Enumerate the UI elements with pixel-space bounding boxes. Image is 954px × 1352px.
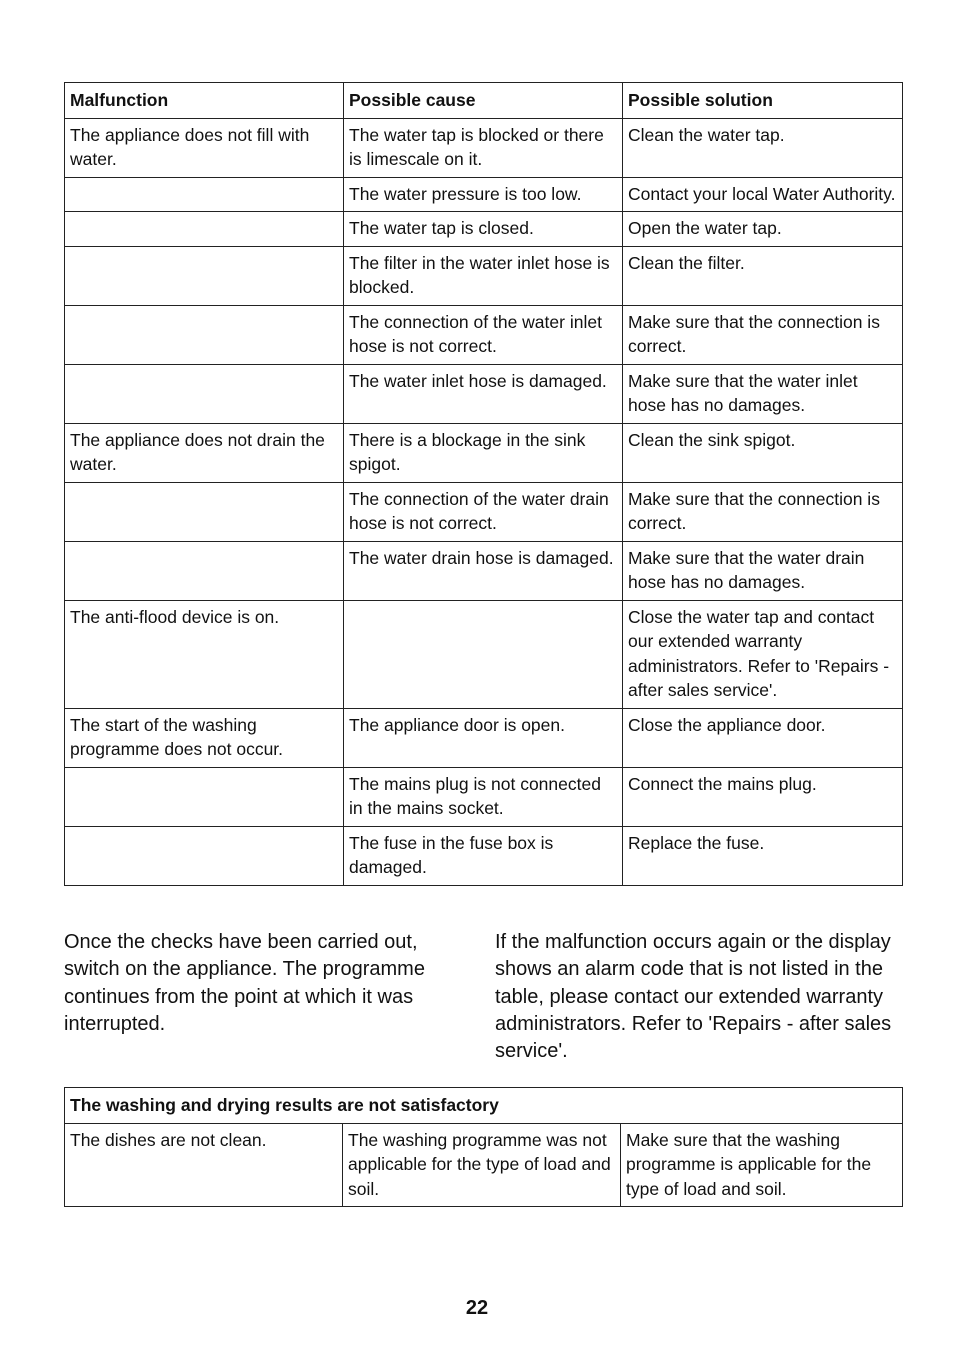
table-row: [65, 482, 903, 541]
malfunction-cell: [65, 826, 344, 885]
malfunction-cell: [65, 177, 344, 212]
possible-solution-cell: Connect the mains plug.: [623, 767, 903, 826]
table-row: [65, 1123, 903, 1207]
malfunction-cell: The appliance does not drain the water.: [65, 423, 344, 482]
possible-cause-cell: The water tap is blocked or there is limescale on it.: [344, 118, 623, 177]
malfunction-cell: [65, 541, 344, 600]
malfunction-cell: The appliance does not fill with water.: [65, 118, 344, 177]
malfunction-cell: The start of the washing programme does not occur.: [65, 708, 344, 767]
table-row: [65, 177, 903, 212]
malfunction-cell: [65, 767, 344, 826]
table-header-row: [65, 83, 903, 119]
table-row: [65, 246, 903, 305]
troubleshooting-table-body: [65, 118, 903, 885]
page-number: 22: [465, 1297, 489, 1319]
possible-solution-cell: Clean the sink spigot.: [623, 423, 903, 482]
possible-cause-cell: [344, 600, 623, 708]
malfunction-cell: [65, 305, 344, 364]
possible-cause-cell: The connection of the water drain hose is not correct.: [344, 482, 623, 541]
possible-cause-cell: The water pressure is too low.: [344, 177, 623, 212]
table-row: [65, 118, 903, 177]
header-possible-solution: Possible solution: [623, 83, 903, 119]
results-table-title: The washing and drying results are not satisfactory: [65, 1088, 903, 1124]
table-row: [65, 212, 903, 247]
results-table-body: [65, 1123, 903, 1207]
possible-solution-cell: Close the water tap and contact our extended warranty administrators. Refer to 'Repairs - after sales service'.: [623, 600, 903, 708]
table-row: [65, 364, 903, 423]
possible-solution-cell: Clean the filter.: [623, 246, 903, 305]
header-possible-cause: Possible cause: [344, 83, 623, 119]
possible-solution-cell: Clean the water tap.: [623, 118, 903, 177]
possible-cause-cell: The water tap is closed.: [344, 212, 623, 247]
table-row: [65, 826, 903, 885]
paragraph-after-checks: Once the checks have been carried out, switch on the appliance. The programme continues from the point at which it was interrupted.: [64, 931, 425, 1035]
results-title-row: [65, 1088, 903, 1124]
possible-cause-cell: The filter in the water inlet hose is blocked.: [344, 246, 623, 305]
possible-cause-cell: The fuse in the fuse box is damaged.: [344, 826, 623, 885]
possible-cause-cell: The washing programme was not applicable for the type of load and soil.: [343, 1123, 621, 1207]
possible-cause-cell: The mains plug is not connected in the mains socket.: [344, 767, 623, 826]
table-row: [65, 423, 903, 482]
possible-solution-cell: Make sure that the water drain hose has no damages.: [623, 541, 903, 600]
possible-cause-cell: There is a blockage in the sink spigot.: [344, 423, 623, 482]
malfunction-cell: The dishes are not clean.: [65, 1123, 343, 1207]
possible-solution-cell: Make sure that the connection is correct.: [623, 305, 903, 364]
troubleshooting-table: [64, 82, 903, 886]
possible-solution-cell: Make sure that the connection is correct.: [623, 482, 903, 541]
table-row: [65, 708, 903, 767]
possible-solution-cell: Make sure that the water inlet hose has no damages.: [623, 364, 903, 423]
malfunction-cell: [65, 364, 344, 423]
possible-solution-cell: Make sure that the washing programme is applicable for the type of load and soil.: [621, 1123, 903, 1207]
table-row: [65, 541, 903, 600]
possible-cause-cell: The appliance door is open.: [344, 708, 623, 767]
possible-solution-cell: Open the water tap.: [623, 212, 903, 247]
possible-cause-cell: The connection of the water inlet hose is not correct.: [344, 305, 623, 364]
possible-solution-cell: Replace the fuse.: [623, 826, 903, 885]
paragraph-contact-support: If the malfunction occurs again or the display shows an alarm code that is not listed in the table, please contact our extended warranty administrators. Refer to 'Repairs - after sales service'.: [495, 931, 892, 1063]
malfunction-cell: The anti-flood device is on.: [65, 600, 344, 708]
results-table: [64, 1087, 903, 1207]
malfunction-cell: [65, 246, 344, 305]
table-row: [65, 305, 903, 364]
malfunction-cell: [65, 212, 344, 247]
possible-solution-cell: Close the appliance door.: [623, 708, 903, 767]
malfunction-cell: [65, 482, 344, 541]
table-row: [65, 767, 903, 826]
possible-cause-cell: The water inlet hose is damaged.: [344, 364, 623, 423]
header-malfunction: Malfunction: [65, 83, 344, 119]
possible-solution-cell: Contact your local Water Authority.: [623, 177, 903, 212]
possible-cause-cell: The water drain hose is damaged.: [344, 541, 623, 600]
table-row: [65, 600, 903, 708]
